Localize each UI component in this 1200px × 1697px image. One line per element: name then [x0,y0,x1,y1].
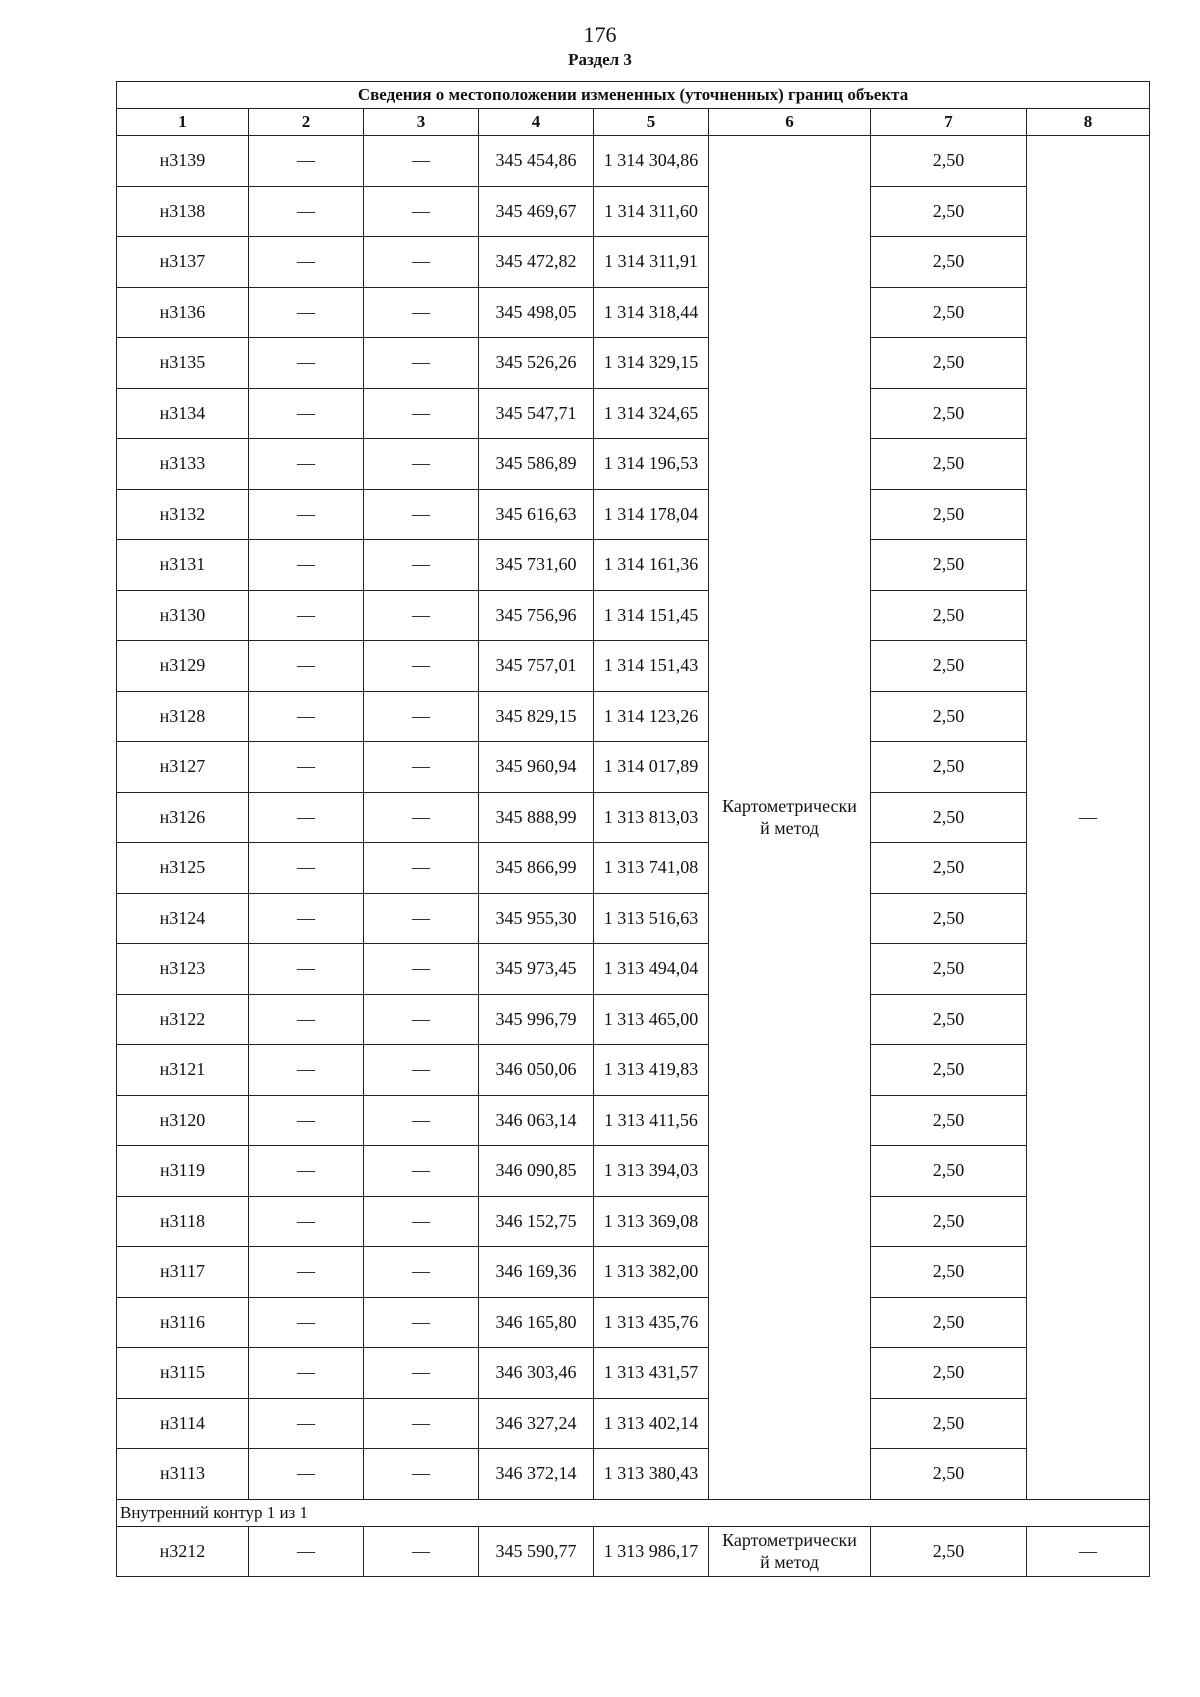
column-2-cell: — [249,1045,364,1096]
column-8-cell: — [1027,136,1150,1500]
method-cell [709,136,871,1500]
column-2-cell: — [249,237,364,288]
y-coordinate-cell: 1 314 324,65 [594,388,709,439]
table-row [117,388,1150,439]
column-3-cell: — [364,742,479,793]
y-coordinate-cell: 1 313 494,04 [594,944,709,995]
table-row [117,1095,1150,1146]
column-2-cell: — [249,1398,364,1449]
accuracy-cell: 2,50 [871,489,1027,540]
y-coordinate-cell: 1 313 465,00 [594,994,709,1045]
table-row [117,1045,1150,1096]
accuracy-cell: 2,50 [871,1196,1027,1247]
accuracy-cell: 2,50 [871,540,1027,591]
point-name-cell: н3138 [117,186,249,237]
column-3-cell: — [364,489,479,540]
table-row [117,1526,1150,1577]
column-2-cell: — [249,1526,364,1577]
accuracy-cell: 2,50 [871,1146,1027,1197]
accuracy-cell: 2,50 [871,1526,1027,1577]
table-row [117,237,1150,288]
accuracy-cell: 2,50 [871,1449,1027,1500]
column-header: 7 [871,109,1027,136]
column-3-cell: — [364,893,479,944]
y-coordinate-cell: 1 313 431,57 [594,1348,709,1399]
y-coordinate-cell: 1 313 411,56 [594,1095,709,1146]
table-row [117,590,1150,641]
table-row [117,742,1150,793]
accuracy-cell: 2,50 [871,691,1027,742]
table-row [117,1146,1150,1197]
y-coordinate-cell: 1 313 741,08 [594,843,709,894]
y-coordinate-cell: 1 313 516,63 [594,893,709,944]
column-3-cell: — [364,1526,479,1577]
column-2-cell: — [249,792,364,843]
page-number: 176 [583,22,617,47]
x-coordinate-cell: 345 590,77 [479,1526,594,1577]
column-3-cell: — [364,1297,479,1348]
point-name-cell: н3113 [117,1449,249,1500]
column-header: 5 [594,109,709,136]
accuracy-cell: 2,50 [871,338,1027,389]
y-coordinate-cell: 1 313 435,76 [594,1297,709,1348]
accuracy-cell: 2,50 [871,792,1027,843]
accuracy-cell: 2,50 [871,1297,1027,1348]
column-2-cell: — [249,1348,364,1399]
table-row [117,186,1150,237]
x-coordinate-cell: 345 454,86 [479,136,594,187]
table-row [117,1348,1150,1399]
point-name-cell: н3128 [117,691,249,742]
y-coordinate-cell: 1 313 369,08 [594,1196,709,1247]
x-coordinate-cell: 345 731,60 [479,540,594,591]
y-coordinate-cell: 1 313 382,00 [594,1247,709,1298]
point-name-cell: н3124 [117,893,249,944]
point-name-cell: н3116 [117,1297,249,1348]
column-3-cell: — [364,237,479,288]
table-row [117,994,1150,1045]
point-name-cell: н3132 [117,489,249,540]
x-coordinate-cell: 346 303,46 [479,1348,594,1399]
x-coordinate-cell: 346 050,06 [479,1045,594,1096]
y-coordinate-cell: 1 314 318,44 [594,287,709,338]
column-2-cell: — [249,1297,364,1348]
accuracy-cell: 2,50 [871,742,1027,793]
accuracy-cell: 2,50 [871,237,1027,288]
x-coordinate-cell: 345 616,63 [479,489,594,540]
y-coordinate-cell: 1 314 151,45 [594,590,709,641]
y-coordinate-cell: 1 313 380,43 [594,1449,709,1500]
column-3-cell: — [364,287,479,338]
y-coordinate-cell: 1 314 161,36 [594,540,709,591]
x-coordinate-cell: 346 152,75 [479,1196,594,1247]
column-2-cell: — [249,1095,364,1146]
column-2-cell: — [249,338,364,389]
accuracy-cell: 2,50 [871,944,1027,995]
x-coordinate-cell: 345 973,45 [479,944,594,995]
point-name-cell: н3119 [117,1146,249,1197]
table-row [117,439,1150,490]
y-coordinate-cell: 1 314 311,60 [594,186,709,237]
x-coordinate-cell: 345 472,82 [479,237,594,288]
table-row [117,1196,1150,1247]
table-row [117,1297,1150,1348]
x-coordinate-cell: 345 866,99 [479,843,594,894]
point-name-cell: н3130 [117,590,249,641]
column-2-cell: — [249,994,364,1045]
column-2-cell: — [249,439,364,490]
column-3-cell: — [364,136,479,187]
table-row [117,843,1150,894]
y-coordinate-cell: 1 313 402,14 [594,1398,709,1449]
x-coordinate-cell: 345 960,94 [479,742,594,793]
x-coordinate-cell: 345 469,67 [479,186,594,237]
column-2-cell: — [249,1146,364,1197]
column-2-cell: — [249,1196,364,1247]
table-row [117,893,1150,944]
column-2-cell: — [249,843,364,894]
point-name-cell: н3120 [117,1095,249,1146]
y-coordinate-cell: 1 314 017,89 [594,742,709,793]
point-name-cell: н3118 [117,1196,249,1247]
x-coordinate-cell: 346 165,80 [479,1297,594,1348]
column-3-cell: — [364,388,479,439]
column-3-cell: — [364,1095,479,1146]
accuracy-cell: 2,50 [871,388,1027,439]
table-row [117,136,1150,187]
column-2-cell: — [249,540,364,591]
y-coordinate-cell: 1 314 178,04 [594,489,709,540]
x-coordinate-cell: 345 757,01 [479,641,594,692]
point-name-cell: н3115 [117,1348,249,1399]
accuracy-cell: 2,50 [871,439,1027,490]
section-title: Раздел 3 [568,50,632,69]
point-name-cell: н3122 [117,994,249,1045]
y-coordinate-cell: 1 314 123,26 [594,691,709,742]
column-3-cell: — [364,1045,479,1096]
point-name-cell: н3131 [117,540,249,591]
column-2-cell: — [249,136,364,187]
accuracy-cell: 2,50 [871,1095,1027,1146]
y-coordinate-cell: 1 313 419,83 [594,1045,709,1096]
column-2-cell: — [249,186,364,237]
accuracy-cell: 2,50 [871,1045,1027,1096]
point-name-cell: н3123 [117,944,249,995]
column-3-cell: — [364,843,479,894]
x-coordinate-cell: 345 586,89 [479,439,594,490]
column-3-cell: — [364,691,479,742]
column-2-cell: — [249,489,364,540]
table-row [117,641,1150,692]
x-coordinate-cell: 346 063,14 [479,1095,594,1146]
column-2-cell: — [249,893,364,944]
accuracy-cell: 2,50 [871,590,1027,641]
column-3-cell: — [364,994,479,1045]
column-3-cell: — [364,641,479,692]
x-coordinate-cell: 345 547,71 [479,388,594,439]
column-3-cell: — [364,1146,479,1197]
point-name-cell: н3139 [117,136,249,187]
column-3-cell: — [364,944,479,995]
table-row [117,540,1150,591]
method-line-1: Картометрически [722,796,857,817]
table-row [117,338,1150,389]
accuracy-cell: 2,50 [871,1348,1027,1399]
column-header: 3 [364,109,479,136]
column-header: 1 [117,109,249,136]
column-2-cell: — [249,944,364,995]
column-2-cell: — [249,287,364,338]
column-3-cell: — [364,1449,479,1500]
y-coordinate-cell: 1 314 311,91 [594,237,709,288]
accuracy-cell: 2,50 [871,641,1027,692]
y-coordinate-cell: 1 314 151,43 [594,641,709,692]
x-coordinate-cell: 346 090,85 [479,1146,594,1197]
column-2-cell: — [249,641,364,692]
point-name-cell: н3125 [117,843,249,894]
column-3-cell: — [364,1348,479,1399]
y-coordinate-cell: 1 313 394,03 [594,1146,709,1197]
accuracy-cell: 2,50 [871,843,1027,894]
x-coordinate-cell: 345 498,05 [479,287,594,338]
x-coordinate-cell: 345 526,26 [479,338,594,389]
table-row [117,1398,1150,1449]
method-cell [709,1526,871,1577]
table-caption: Сведения о местоположении измененных (уточненных) границ объекта [117,82,1150,109]
y-coordinate-cell: 1 314 196,53 [594,439,709,490]
table-row [117,1247,1150,1298]
column-3-cell: — [364,1196,479,1247]
x-coordinate-cell: 346 327,24 [479,1398,594,1449]
point-name-cell: н3114 [117,1398,249,1449]
table-row [117,1449,1150,1500]
point-name-cell: н3135 [117,338,249,389]
point-name-cell: н3121 [117,1045,249,1096]
column-2-cell: — [249,1247,364,1298]
column-header: 6 [709,109,871,136]
table-row [117,944,1150,995]
method-line-2: й метод [760,818,819,839]
table-row [117,792,1150,843]
method-line-2: й метод [760,1552,819,1573]
column-2-cell: — [249,388,364,439]
x-coordinate-cell: 345 955,30 [479,893,594,944]
table-row [117,287,1150,338]
table-row [117,691,1150,742]
accuracy-cell: 2,50 [871,994,1027,1045]
column-header-row [117,109,1150,136]
accuracy-cell: 2,50 [871,287,1027,338]
column-3-cell: — [364,540,479,591]
x-coordinate-cell: 345 756,96 [479,590,594,641]
column-2-cell: — [249,742,364,793]
column-3-cell: — [364,792,479,843]
x-coordinate-cell: 345 888,99 [479,792,594,843]
point-name-cell: н3212 [117,1526,249,1577]
inner-contour-label: Внутренний контур 1 из 1 [117,1499,1150,1526]
accuracy-cell: 2,50 [871,1247,1027,1298]
point-name-cell: н3129 [117,641,249,692]
column-3-cell: — [364,338,479,389]
method-line-1: Картометрически [722,1530,857,1551]
accuracy-cell: 2,50 [871,893,1027,944]
x-coordinate-cell: 346 372,14 [479,1449,594,1500]
column-header: 2 [249,109,364,136]
y-coordinate-cell: 1 313 813,03 [594,792,709,843]
x-coordinate-cell: 345 829,15 [479,691,594,742]
point-name-cell: н3117 [117,1247,249,1298]
column-2-cell: — [249,1449,364,1500]
point-name-cell: н3127 [117,742,249,793]
y-coordinate-cell: 1 314 329,15 [594,338,709,389]
column-3-cell: — [364,186,479,237]
column-3-cell: — [364,439,479,490]
column-2-cell: — [249,691,364,742]
point-name-cell: н3137 [117,237,249,288]
x-coordinate-cell: 346 169,36 [479,1247,594,1298]
point-name-cell: н3136 [117,287,249,338]
column-8-cell: — [1027,1526,1150,1577]
column-3-cell: — [364,1247,479,1298]
column-2-cell: — [249,590,364,641]
table-row [117,489,1150,540]
column-3-cell: — [364,590,479,641]
column-header: 8 [1027,109,1150,136]
accuracy-cell: 2,50 [871,186,1027,237]
y-coordinate-cell: 1 314 304,86 [594,136,709,187]
point-name-cell: н3134 [117,388,249,439]
point-name-cell: н3133 [117,439,249,490]
accuracy-cell: 2,50 [871,136,1027,187]
accuracy-cell: 2,50 [871,1398,1027,1449]
column-3-cell: — [364,1398,479,1449]
coordinates-table [116,81,1150,1577]
y-coordinate-cell: 1 313 986,17 [594,1526,709,1577]
point-name-cell: н3126 [117,792,249,843]
column-header: 4 [479,109,594,136]
x-coordinate-cell: 345 996,79 [479,994,594,1045]
